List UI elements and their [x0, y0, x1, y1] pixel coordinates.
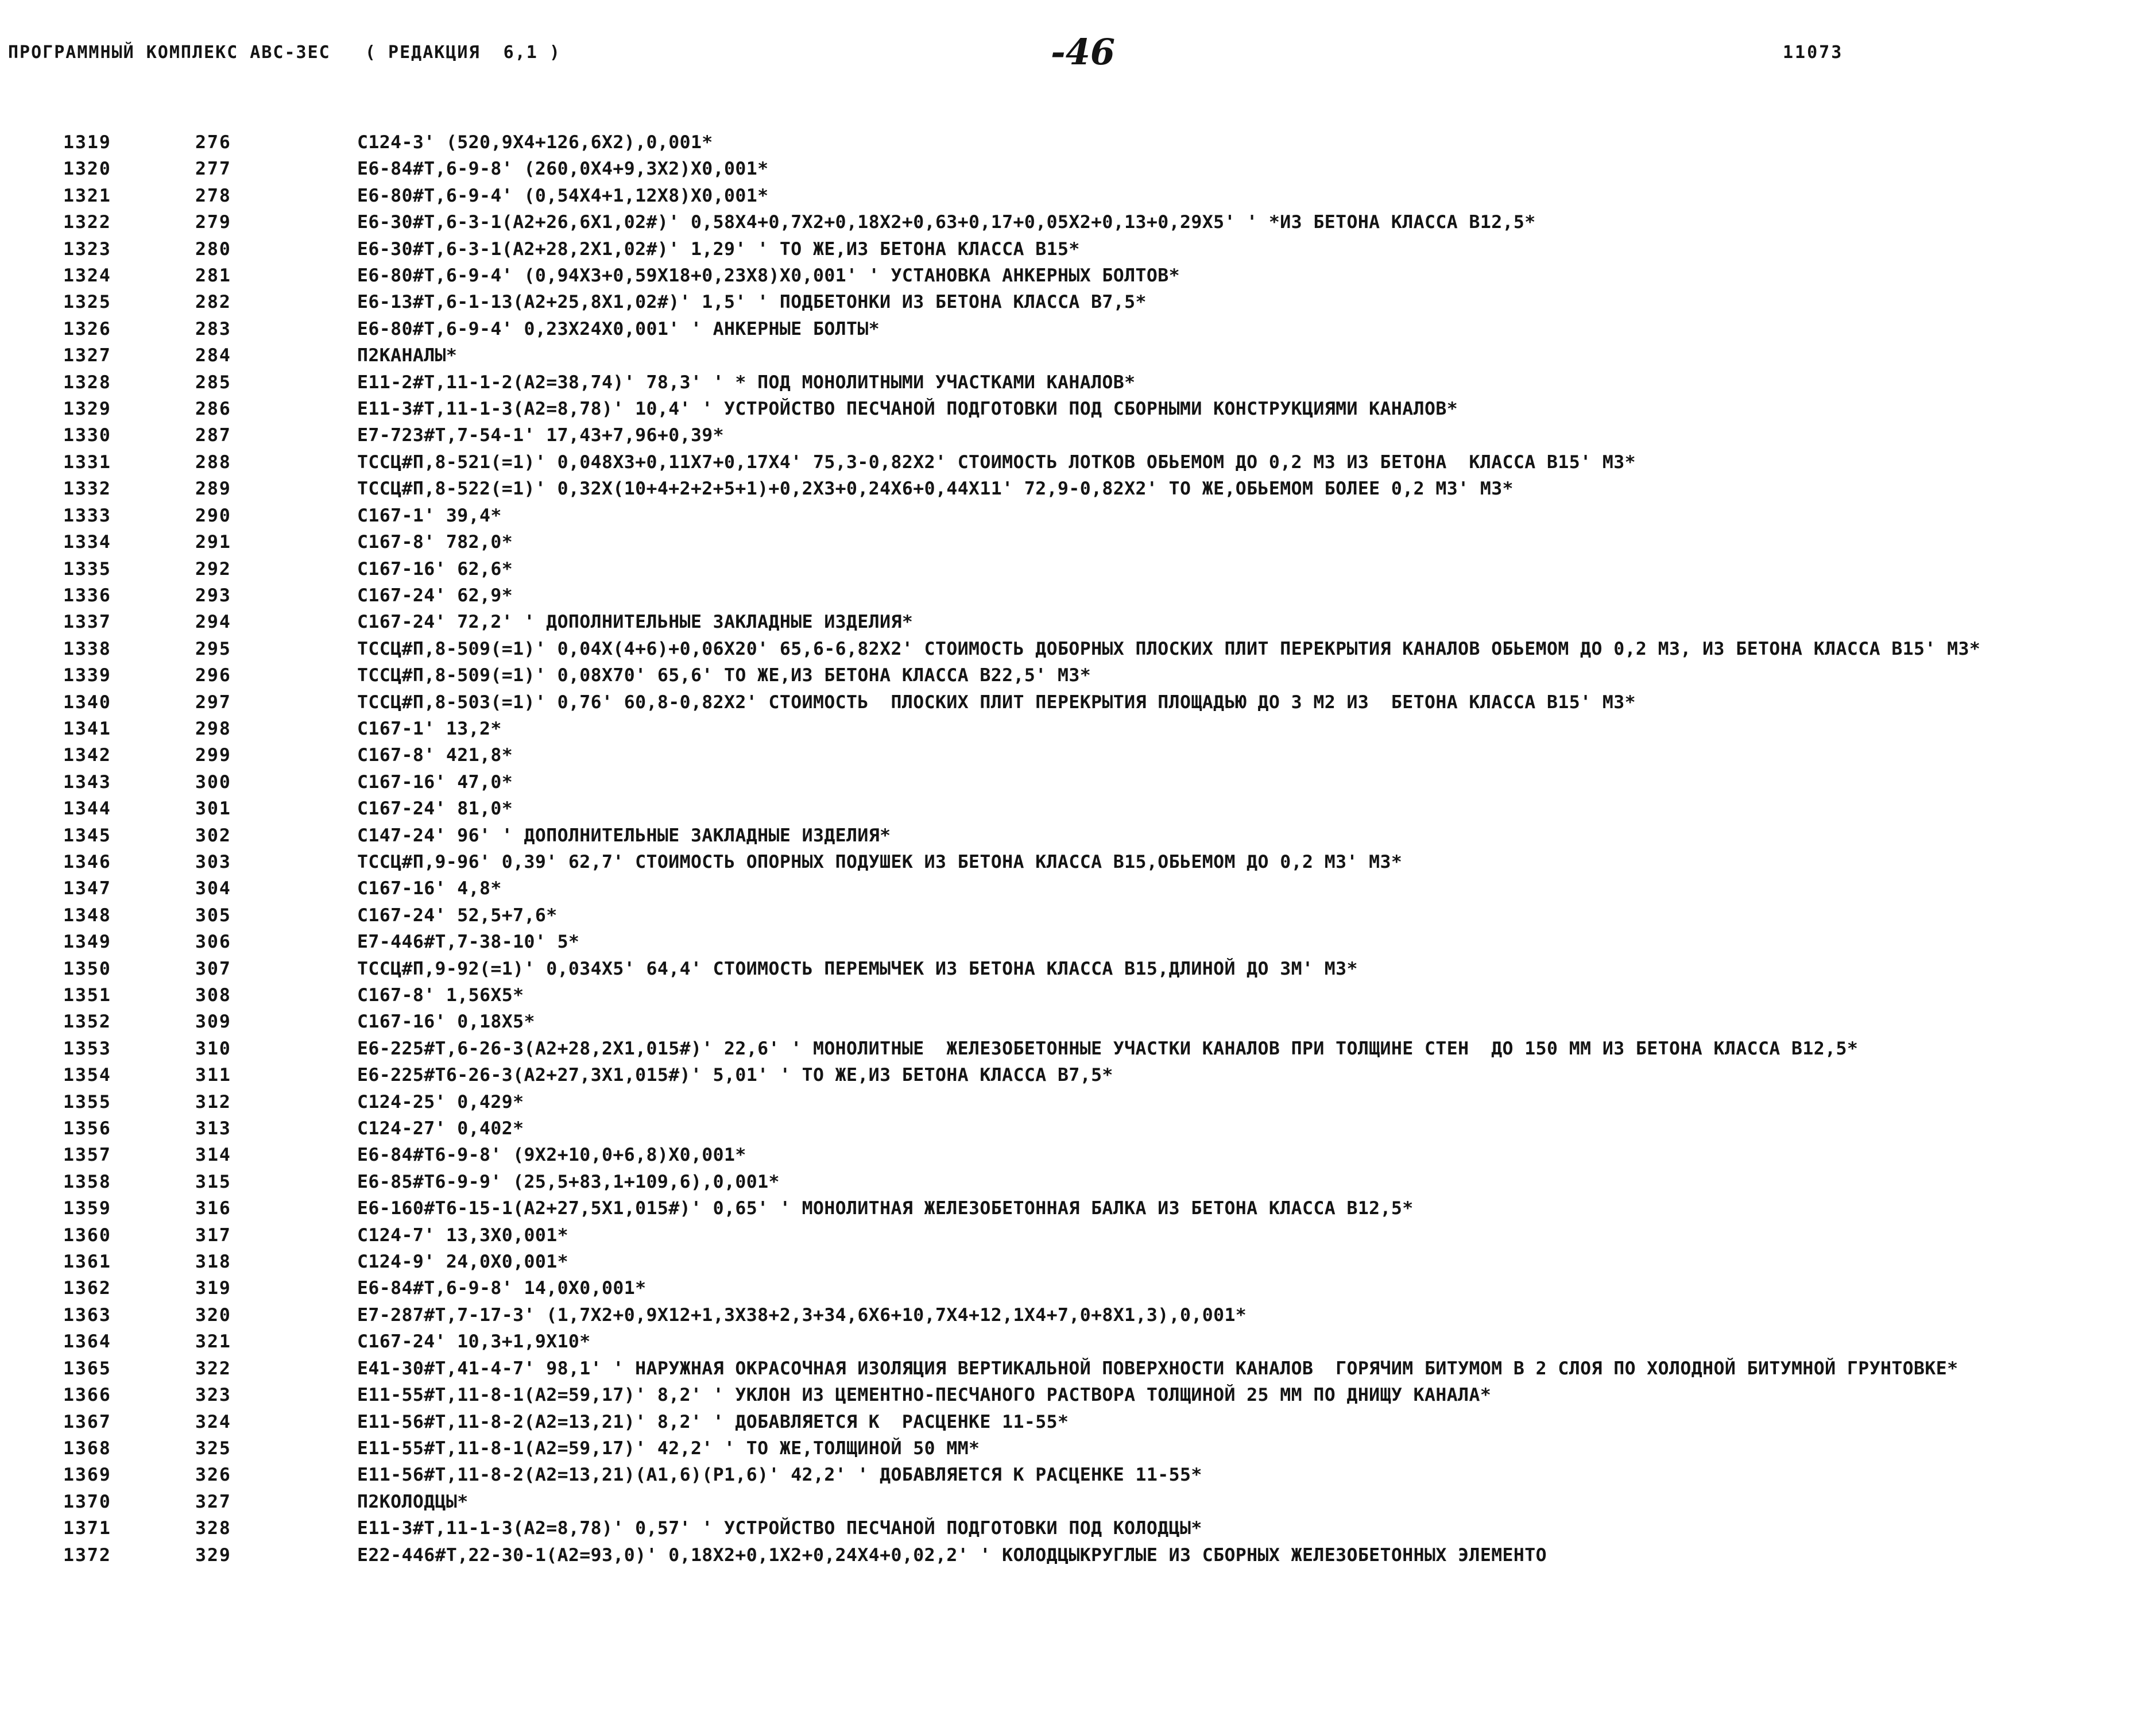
estimate-statement: Е11-2#Т,11-1-2(А2=38,74)' 78,3' ' * ПОД МОНОЛИТНЫМИ УЧАСТКАМИ КАНАЛОВ* — [357, 372, 1136, 393]
listing-row — [0, 1169, 2156, 1195]
listing-row — [0, 449, 2156, 476]
line-number: 1340 — [63, 691, 111, 713]
page-header — [0, 31, 2156, 73]
estimate-statement: С167-16' 47,0* — [357, 771, 513, 793]
sequence-number: 287 — [195, 425, 231, 446]
estimate-statement: Е6-80#Т,6-9-4' 0,23Х24Х0,001' ' АНКЕРНЫЕ БОЛТЫ* — [357, 318, 880, 339]
estimate-statement: Е7-287#Т,7-17-3' (1,7Х2+0,9Х12+1,3Х38+2,3+34,6Х6+10,7Х4+12,1Х4+7,0+8Х1,3),0,001* — [357, 1304, 1247, 1326]
line-number: 1356 — [63, 1118, 111, 1139]
line-number: 1343 — [63, 771, 111, 793]
line-number: 1355 — [63, 1091, 111, 1112]
estimate-statement: Е7-723#Т,7-54-1' 17,43+7,96+0,39* — [357, 425, 725, 446]
estimate-statement: Е6-30#Т,6-3-1(А2+26,6Х1,02#)' 0,58Х4+0,7Х2+0,18Х2+0,63+0,17+0,05Х2+0,13+0,29Х5' ' *ИЗ БЕТОНА КЛАССА В12,5* — [357, 212, 1536, 233]
line-number: 1322 — [63, 212, 111, 233]
listing-row — [0, 1542, 2156, 1569]
listing-row — [0, 422, 2156, 449]
line-number: 1344 — [63, 798, 111, 820]
listing-row — [0, 822, 2156, 849]
line-number: 1334 — [63, 532, 111, 553]
estimate-statement: С167-24' 81,0* — [357, 798, 513, 820]
listing-row — [0, 1089, 2156, 1115]
sequence-number: 278 — [195, 185, 231, 206]
line-number: 1323 — [63, 238, 111, 260]
sequence-number: 289 — [195, 478, 231, 500]
line-number: 1320 — [63, 159, 111, 180]
sequence-number: 280 — [195, 238, 231, 260]
line-number: 1352 — [63, 1011, 111, 1033]
estimate-statement: С167-24' 62,9* — [357, 585, 513, 606]
estimate-statement: Е6-160#Т6-15-1(А2+27,5Х1,015#)' 0,65' ' МОНОЛИТНАЯ ЖЕЛЕЗОБЕТОННАЯ БАЛКА ИЗ БЕТОНА КЛАССА В12,5* — [357, 1198, 1414, 1219]
sequence-number: 325 — [195, 1438, 231, 1459]
estimate-statement: С124-27' 0,402* — [357, 1118, 524, 1139]
sequence-number: 281 — [195, 265, 231, 287]
listing-row — [0, 1115, 2156, 1142]
estimate-statement: С167-16' 62,6* — [357, 558, 513, 580]
line-number: 1367 — [63, 1411, 111, 1432]
listing-row — [0, 609, 2156, 635]
listing-row — [0, 875, 2156, 902]
estimate-statement: ТССЦ#П,8-521(=1)' 0,048Х3+0,11Х7+0,17Х4' 75,3-0,82Х2' СТОИМОСТЬ ЛОТКОВ ОБЬЕМОМ ДО 0,2 М3 ИЗ БЕТОНА КЛАССА В15' М3* — [357, 451, 1636, 473]
line-number: 1351 — [63, 985, 111, 1006]
sequence-number: 312 — [195, 1091, 231, 1112]
listing-row — [0, 156, 2156, 182]
estimate-statement: Е6-84#Т,6-9-8' (260,0Х4+9,3Х2)Х0,001* — [357, 159, 769, 180]
estimate-statement: С147-24' 96' ' ДОПОЛНИТЕЛЬНЫЕ ЗАКЛАДНЫЕ ИЗДЕЛИЯ* — [357, 825, 891, 846]
listing-row — [0, 662, 2156, 689]
listing-row — [0, 1222, 2156, 1249]
listing-row — [0, 476, 2156, 502]
estimate-statement: С167-8' 421,8* — [357, 745, 513, 766]
sequence-number: 323 — [195, 1385, 231, 1406]
line-number: 1327 — [63, 345, 111, 366]
sequence-number: 309 — [195, 1011, 231, 1033]
sequence-number: 299 — [195, 745, 231, 766]
listing-row — [0, 236, 2156, 262]
sequence-number: 320 — [195, 1304, 231, 1326]
listing-row — [0, 262, 2156, 289]
listing-row — [0, 769, 2156, 795]
listing-row — [0, 1435, 2156, 1462]
line-number: 1329 — [63, 399, 111, 420]
sequence-number: 321 — [195, 1331, 231, 1353]
line-number: 1369 — [63, 1465, 111, 1486]
sequence-number: 302 — [195, 825, 231, 846]
sequence-number: 306 — [195, 932, 231, 953]
listing-row — [0, 902, 2156, 929]
sequence-number: 301 — [195, 798, 231, 820]
sequence-number: 284 — [195, 345, 231, 366]
line-number: 1349 — [63, 932, 111, 953]
listing-row — [0, 396, 2156, 422]
estimate-statement: Е6-225#Т,6-26-3(А2+28,2Х1,015#)' 22,6' ' МОНОЛИТНЫЕ ЖЕЛЕЗОБЕТОННЫЕ УЧАСТКИ КАНАЛОВ ПРИ ТОЛЩИНЕ СТЕН ДО 150 ММ ИЗ БЕТОНА КЛАССА В12,5* — [357, 1038, 1859, 1059]
sequence-number: 294 — [195, 612, 231, 633]
handwritten-page-number: -46 — [1051, 31, 1116, 73]
listing-row — [0, 1142, 2156, 1168]
estimate-statement: Е41-30#Т,41-4-7' 98,1' ' НАРУЖНАЯ ОКРАСОЧНАЯ ИЗОЛЯЦИЯ ВЕРТИКАЛЬНОЙ ПОВЕРХНОСТИ КАНАЛОВ ГОРЯЧИМ БИТУМОМ В 2 СЛОЯ ПО ХОЛОДНОЙ БИТУМНОЙ ГРУНТОВКЕ* — [357, 1358, 1958, 1379]
line-number: 1371 — [63, 1518, 111, 1539]
listing-row — [0, 556, 2156, 582]
estimate-statement: Е11-3#Т,11-1-3(А2=8,78)' 10,4' ' УСТРОЙСТВО ПЕСЧАНОЙ ПОДГОТОВКИ ПОД СБОРНЫМИ КОНСТРУКЦИЯМИ КАНАЛОВ* — [357, 399, 1458, 420]
sequence-number: 329 — [195, 1544, 231, 1566]
line-number: 1365 — [63, 1358, 111, 1379]
line-number: 1347 — [63, 878, 111, 899]
listing-row — [0, 1302, 2156, 1328]
line-number: 1333 — [63, 505, 111, 526]
line-number: 1370 — [63, 1491, 111, 1512]
line-number: 1354 — [63, 1065, 111, 1086]
line-number: 1366 — [63, 1385, 111, 1406]
line-number: 1326 — [63, 318, 111, 339]
sequence-number: 324 — [195, 1411, 231, 1432]
estimate-statement: Е11-55#Т,11-8-1(А2=59,17)' 8,2' ' УКЛОН ИЗ ЦЕМЕНТНО-ПЕСЧАНОГО РАСТВОРА ТОЛЩИНОЙ 25 ММ ПО ДНИЩУ КАНАЛА* — [357, 1385, 1492, 1406]
estimate-statement: ТССЦ#П,8-522(=1)' 0,32Х(10+4+2+2+5+1)+0,2Х3+0,24Х6+0,44Х11' 72,9-0,82Х2' ТО ЖЕ,ОБЬЕМОМ БОЛЕЕ 0,2 М3' М3* — [357, 478, 1514, 500]
listing-row — [0, 342, 2156, 369]
sequence-number: 298 — [195, 718, 231, 739]
sequence-number: 300 — [195, 771, 231, 793]
sequence-number: 296 — [195, 665, 231, 686]
line-number: 1325 — [63, 292, 111, 313]
estimate-statement: П2КАНАЛЫ* — [357, 345, 458, 366]
listing-row — [0, 849, 2156, 875]
listing-row — [0, 982, 2156, 1009]
line-number: 1339 — [63, 665, 111, 686]
sequence-number: 283 — [195, 318, 231, 339]
line-number: 1363 — [63, 1304, 111, 1326]
sequence-number: 318 — [195, 1251, 231, 1273]
line-number: 1332 — [63, 478, 111, 500]
estimate-statement: Е6-85#Т6-9-9' (25,5+83,1+109,6),0,001* — [357, 1171, 780, 1192]
estimate-statement: С124-25' 0,429* — [357, 1091, 524, 1112]
line-number: 1362 — [63, 1278, 111, 1299]
estimate-statement: С167-24' 52,5+7,6* — [357, 905, 558, 926]
listing-row — [0, 129, 2156, 156]
sequence-number: 326 — [195, 1465, 231, 1486]
listing-row — [0, 582, 2156, 609]
sequence-number: 277 — [195, 159, 231, 180]
estimate-statement: С167-16' 4,8* — [357, 878, 502, 899]
estimate-statement: Е11-3#Т,11-1-3(А2=8,78)' 0,57' ' УСТРОЙСТВО ПЕСЧАНОЙ ПОДГОТОВКИ ПОД КОЛОДЦЫ* — [357, 1518, 1202, 1539]
line-number: 1345 — [63, 825, 111, 846]
sequence-number: 290 — [195, 505, 231, 526]
sequence-number: 311 — [195, 1065, 231, 1086]
sequence-number: 292 — [195, 558, 231, 580]
line-number: 1361 — [63, 1251, 111, 1273]
document-code: 11073 — [1783, 43, 1844, 63]
line-number: 1364 — [63, 1331, 111, 1353]
sequence-number: 291 — [195, 532, 231, 553]
estimate-statement: Е11-55#Т,11-8-1(А2=59,17)' 42,2' ' ТО ЖЕ,ТОЛЩИНОЙ 50 ММ* — [357, 1438, 980, 1459]
listing-row — [0, 1382, 2156, 1408]
line-number: 1346 — [63, 851, 111, 872]
line-number: 1330 — [63, 425, 111, 446]
estimate-statement: Е6-30#Т,6-3-1(А2+28,2Х1,02#)' 1,29' ' ТО ЖЕ,ИЗ БЕТОНА КЛАССА В15* — [357, 238, 1080, 260]
estimate-statement: С124-7' 13,3Х0,001* — [357, 1224, 568, 1246]
sequence-number: 319 — [195, 1278, 231, 1299]
listing-row — [0, 1328, 2156, 1355]
line-number: 1342 — [63, 745, 111, 766]
listing-row — [0, 636, 2156, 662]
sequence-number: 328 — [195, 1518, 231, 1539]
estimate-statement: Е6-225#Т6-26-3(А2+27,3Х1,015#)' 5,01' ' ТО ЖЕ,ИЗ БЕТОНА КЛАССА В7,5* — [357, 1065, 1113, 1086]
listing-row — [0, 716, 2156, 742]
listing-row — [0, 742, 2156, 768]
sequence-number: 316 — [195, 1198, 231, 1219]
sequence-number: 295 — [195, 638, 231, 659]
sequence-number: 317 — [195, 1224, 231, 1246]
listing-row — [0, 929, 2156, 955]
listing-row — [0, 1062, 2156, 1088]
line-number: 1341 — [63, 718, 111, 739]
sequence-number: 293 — [195, 585, 231, 606]
sequence-number: 310 — [195, 1038, 231, 1059]
listing-row — [0, 1489, 2156, 1515]
line-number: 1358 — [63, 1171, 111, 1192]
sequence-number: 288 — [195, 451, 231, 473]
line-number: 1348 — [63, 905, 111, 926]
line-number: 1319 — [63, 132, 111, 153]
listing-row — [0, 289, 2156, 315]
listing-row — [0, 1249, 2156, 1275]
listing-row — [0, 1275, 2156, 1301]
listing-row — [0, 1036, 2156, 1062]
sequence-number: 313 — [195, 1118, 231, 1139]
program-title: ПРОГРАММНЫЙ КОМПЛЕКС АВС-3ЕС ( РЕДАКЦИЯ 6,1 ) — [8, 43, 561, 63]
listing-row — [0, 209, 2156, 235]
estimate-statement: П2КОЛОДЦЫ* — [357, 1491, 469, 1512]
sequence-number: 327 — [195, 1491, 231, 1512]
estimate-statement: ТССЦ#П,9-96' 0,39' 62,7' СТОИМОСТЬ ОПОРНЫХ ПОДУШЕК ИЗ БЕТОНА КЛАССА В15,ОБЬЕМОМ ДО 0,2 М3' М3* — [357, 851, 1403, 872]
listing-row — [0, 956, 2156, 982]
sequence-number: 282 — [195, 292, 231, 313]
sequence-number: 276 — [195, 132, 231, 153]
listing-row — [0, 183, 2156, 209]
estimate-statement: ТССЦ#П,8-509(=1)' 0,08Х70' 65,6' ТО ЖЕ,ИЗ БЕТОНА КЛАССА В22,5' М3* — [357, 665, 1091, 686]
line-number: 1368 — [63, 1438, 111, 1459]
estimate-statement: Е6-80#Т,6-9-4' (0,94Х3+0,59Х18+0,23Х8)Х0,001' ' УСТАНОВКА АНКЕРНЫХ БОЛТОВ* — [357, 265, 1180, 287]
line-number: 1360 — [63, 1224, 111, 1246]
estimate-statement: С167-8' 782,0* — [357, 532, 513, 553]
line-number: 1338 — [63, 638, 111, 659]
sequence-number: 303 — [195, 851, 231, 872]
estimate-statement: С167-24' 72,2' ' ДОПОЛНИТЕЛЬНЫЕ ЗАКЛАДНЫЕ ИЗДЕЛИЯ* — [357, 612, 914, 633]
line-number: 1353 — [63, 1038, 111, 1059]
line-number: 1321 — [63, 185, 111, 206]
estimate-statement: Е6-80#Т,6-9-4' (0,54Х4+1,12Х8)Х0,001* — [357, 185, 769, 206]
listing-row — [0, 529, 2156, 555]
sequence-number: 304 — [195, 878, 231, 899]
estimate-listing — [0, 129, 2156, 1569]
listing-row — [0, 1195, 2156, 1222]
sequence-number: 322 — [195, 1358, 231, 1379]
estimate-statement: ТССЦ#П,8-509(=1)' 0,04Х(4+6)+0,06Х20' 65,6-6,82Х2' СТОИМОСТЬ ДОБОРНЫХ ПЛОСКИХ ПЛИТ ПЕРЕКРЫТИЯ КАНАЛОВ ОБЬЕМОМ ДО 0,2 М3, ИЗ БЕТОНА КЛАССА В15' М3* — [357, 638, 1981, 659]
sequence-number: 314 — [195, 1145, 231, 1166]
estimate-statement: С167-24' 10,3+1,9Х10* — [357, 1331, 591, 1353]
line-number: 1335 — [63, 558, 111, 580]
estimate-statement: ТССЦ#П,8-503(=1)' 0,76' 60,8-0,82Х2' СТОИМОСТЬ ПЛОСКИХ ПЛИТ ПЕРЕКРЫТИЯ ПЛОЩАДЬЮ ДО 3 М2 ИЗ БЕТОНА КЛАССА В15' М3* — [357, 691, 1636, 713]
estimate-statement: С124-3' (520,9Х4+126,6Х2),0,001* — [357, 132, 713, 153]
listing-row — [0, 369, 2156, 396]
listing-row — [0, 1515, 2156, 1542]
sequence-number: 305 — [195, 905, 231, 926]
line-number: 1372 — [63, 1544, 111, 1566]
line-number: 1359 — [63, 1198, 111, 1219]
listing-row — [0, 1409, 2156, 1435]
estimate-statement: С167-1' 39,4* — [357, 505, 502, 526]
listing-row — [0, 1355, 2156, 1382]
line-number: 1350 — [63, 958, 111, 979]
sequence-number: 279 — [195, 212, 231, 233]
line-number: 1337 — [63, 612, 111, 633]
line-number: 1357 — [63, 1145, 111, 1166]
line-number: 1324 — [63, 265, 111, 287]
estimate-statement: Е6-84#Т6-9-8' (9Х2+10,0+6,8)Х0,001* — [357, 1145, 746, 1166]
listing-row — [0, 689, 2156, 716]
estimate-statement: С167-16' 0,18Х5* — [357, 1011, 535, 1033]
sequence-number: 308 — [195, 985, 231, 1006]
line-number: 1331 — [63, 451, 111, 473]
estimate-statement: С167-8' 1,56Х5* — [357, 985, 524, 1006]
estimate-statement: С167-1' 13,2* — [357, 718, 502, 739]
sequence-number: 297 — [195, 691, 231, 713]
sequence-number: 285 — [195, 372, 231, 393]
listing-row — [0, 503, 2156, 529]
estimate-statement: Е6-13#Т,6-1-13(А2+25,8Х1,02#)' 1,5' ' ПОДБЕТОНКИ ИЗ БЕТОНА КЛАССА В7,5* — [357, 292, 1147, 313]
estimate-statement: Е11-56#Т,11-8-2(А2=13,21)(А1,6)(Р1,6)' 42,2' ' ДОБАВЛЯЕТСЯ К РАСЦЕНКЕ 11-55* — [357, 1465, 1202, 1486]
estimate-statement: С124-9' 24,0Х0,001* — [357, 1251, 568, 1273]
estimate-statement: Е22-446#Т,22-30-1(А2=93,0)' 0,18Х2+0,1Х2+0,24Х4+0,02,2' ' КОЛОДЦЫКРУГЛЫЕ ИЗ СБОРНЫХ ЖЕЛЕЗОБЕТОННЫХ ЭЛЕМЕНТО — [357, 1544, 1547, 1566]
line-number: 1336 — [63, 585, 111, 606]
estimate-statement: Е6-84#Т,6-9-8' 14,0Х0,001* — [357, 1278, 647, 1299]
sequence-number: 315 — [195, 1171, 231, 1192]
listing-row — [0, 1009, 2156, 1035]
sequence-number: 307 — [195, 958, 231, 979]
listing-row — [0, 1462, 2156, 1488]
estimate-statement: Е11-56#Т,11-8-2(А2=13,21)' 8,2' ' ДОБАВЛЯЕТСЯ К РАСЦЕНКЕ 11-55* — [357, 1411, 1069, 1432]
line-number: 1328 — [63, 372, 111, 393]
listing-row — [0, 795, 2156, 822]
sequence-number: 286 — [195, 399, 231, 420]
estimate-statement: Е7-446#Т,7-38-10' 5* — [357, 932, 580, 953]
estimate-statement: ТССЦ#П,9-92(=1)' 0,034Х5' 64,4' СТОИМОСТЬ ПЕРЕМЫЧЕК ИЗ БЕТОНА КЛАССА В15,ДЛИНОЙ ДО 3М' М3* — [357, 958, 1358, 979]
listing-row — [0, 316, 2156, 342]
